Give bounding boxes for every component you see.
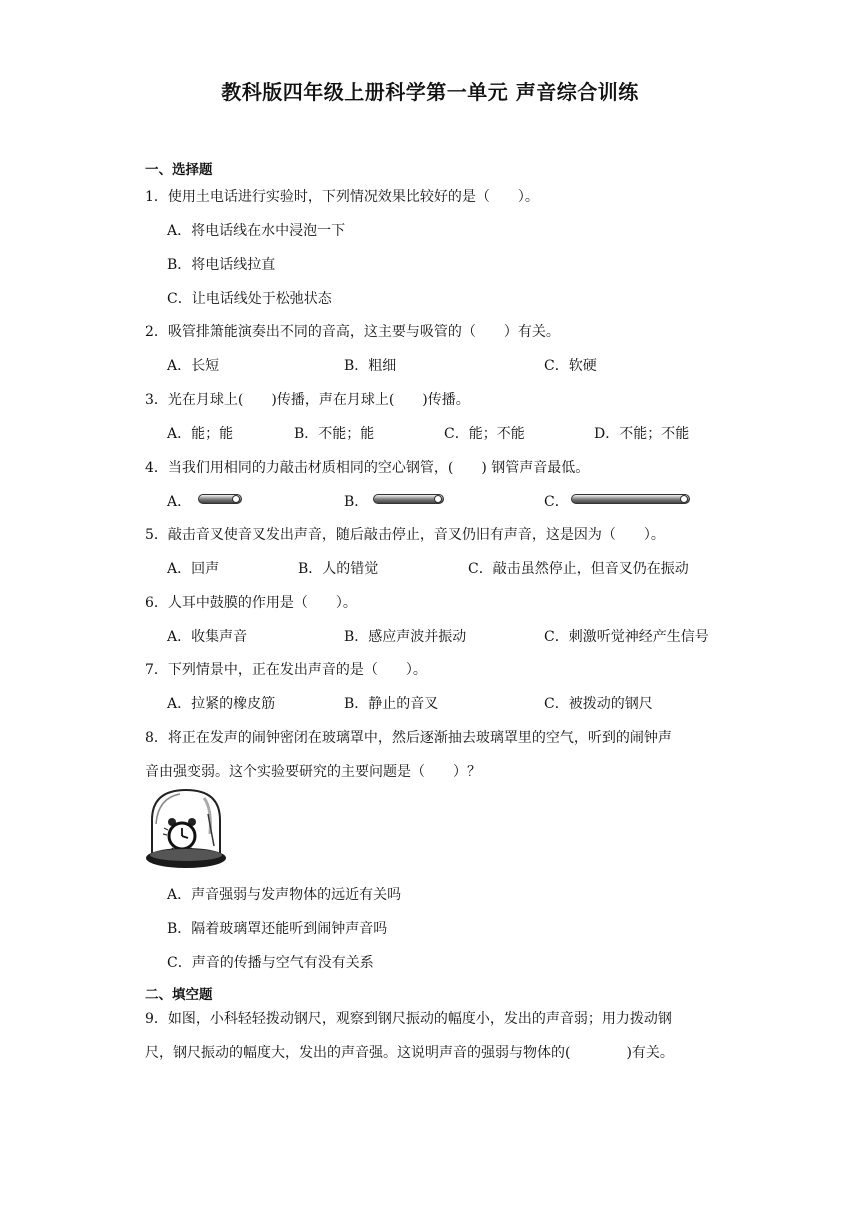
page-title: 教科版四年级上册科学第一单元 声音综合训练	[221, 80, 639, 104]
question-6-option-c: C．刺激听觉神经产生信号	[544, 629, 709, 645]
question-8-stem-line-2: 音由强变弱。这个实验要研究的主要问题是（ ）？	[145, 764, 481, 780]
question-3-option-d: D．不能；不能	[594, 426, 690, 442]
question-5-option-c: C．敲击虽然停止，但音叉仍在振动	[468, 561, 689, 577]
question-5-option-b: B．人的错觉	[298, 561, 379, 577]
question-1-option-a: A．将电话线在水中浸泡一下	[167, 223, 346, 239]
question-8-option-a: A．声音强弱与发声物体的远近有关吗	[167, 887, 402, 903]
question-8-option-b: B．隔着玻璃罩还能听到闹钟声音吗	[167, 921, 388, 937]
question-7-option-a: A．拉紧的橡皮筋	[167, 696, 276, 712]
question-7-stem: 7．下列情景中，正在发出声音的是（ ）。	[145, 662, 427, 678]
question-3-option-a: A．能；能	[167, 426, 234, 442]
question-3-option-b: B．不能；能	[294, 426, 375, 442]
question-8-option-c: C．声音的传播与空气有没有关系	[167, 955, 374, 971]
question-7-option-c: C．被拨动的钢尺	[544, 696, 653, 712]
question-6-stem: 6．人耳中鼓膜的作用是（ ）。	[145, 595, 357, 611]
question-8-stem-line-1: 8．将正在发声的闹钟密闭在玻璃罩中，然后逐渐抽去玻璃罩里的空气，听到的闹钟声	[145, 730, 672, 746]
question-3-option-c: C．能；不能	[444, 426, 525, 442]
question-4-option-c: C．	[544, 494, 569, 510]
question-2-option-a: A．长短	[167, 358, 220, 374]
question-4-stem: 4．当我们用相同的力敲击材质相同的空心钢管，( ) 钢管声音最低。	[145, 460, 590, 476]
question-6-option-a: A．收集声音	[167, 629, 248, 645]
question-3-stem: 3．光在月球上( )传播，声在月球上( )传播。	[145, 392, 470, 408]
question-6-option-b: B．感应声波并振动	[344, 629, 467, 645]
question-7-option-b: B．静止的音叉	[344, 696, 439, 712]
long-steel-tube-image	[571, 494, 690, 504]
question-1-stem: 1．使用土电话进行实验时，下列情况效果比较好的是（ ）。	[145, 189, 539, 205]
question-9-line-1: 9．如图，小科轻轻拨动钢尺，观察到钢尺振动的幅度小，发出的声音弱；用力拨动钢	[145, 1011, 672, 1027]
section-heading-choice: 一、选择题	[145, 162, 213, 178]
question-5-option-a: A．回声	[167, 561, 220, 577]
question-2-option-c: C．软硬	[544, 358, 597, 374]
section-heading-fill: 二、填空题	[145, 987, 213, 1003]
question-1-option-c: C．让电话线处于松弛状态	[167, 291, 332, 307]
question-2-stem: 2．吸管排箫能演奏出不同的音高，这主要与吸管的（ ）有关。	[145, 324, 560, 340]
question-4-option-a: A．	[167, 494, 192, 510]
question-9-line-2: 尺，钢尺振动的幅度大，发出的声音强。这说明声音的强弱与物体的( )有关。	[145, 1045, 674, 1061]
medium-steel-tube-image	[373, 494, 444, 504]
question-1-option-b: B．将电话线拉直	[167, 257, 276, 273]
short-steel-tube-image	[198, 494, 242, 504]
alarm-clock-bell-jar-image	[142, 784, 230, 874]
question-5-stem: 5．敲击音叉使音叉发出声音，随后敲击停止，音叉仍旧有声音，这是因为（ ）。	[145, 527, 665, 543]
question-4-option-b: B．	[344, 494, 369, 510]
question-2-option-b: B．粗细	[344, 358, 397, 374]
